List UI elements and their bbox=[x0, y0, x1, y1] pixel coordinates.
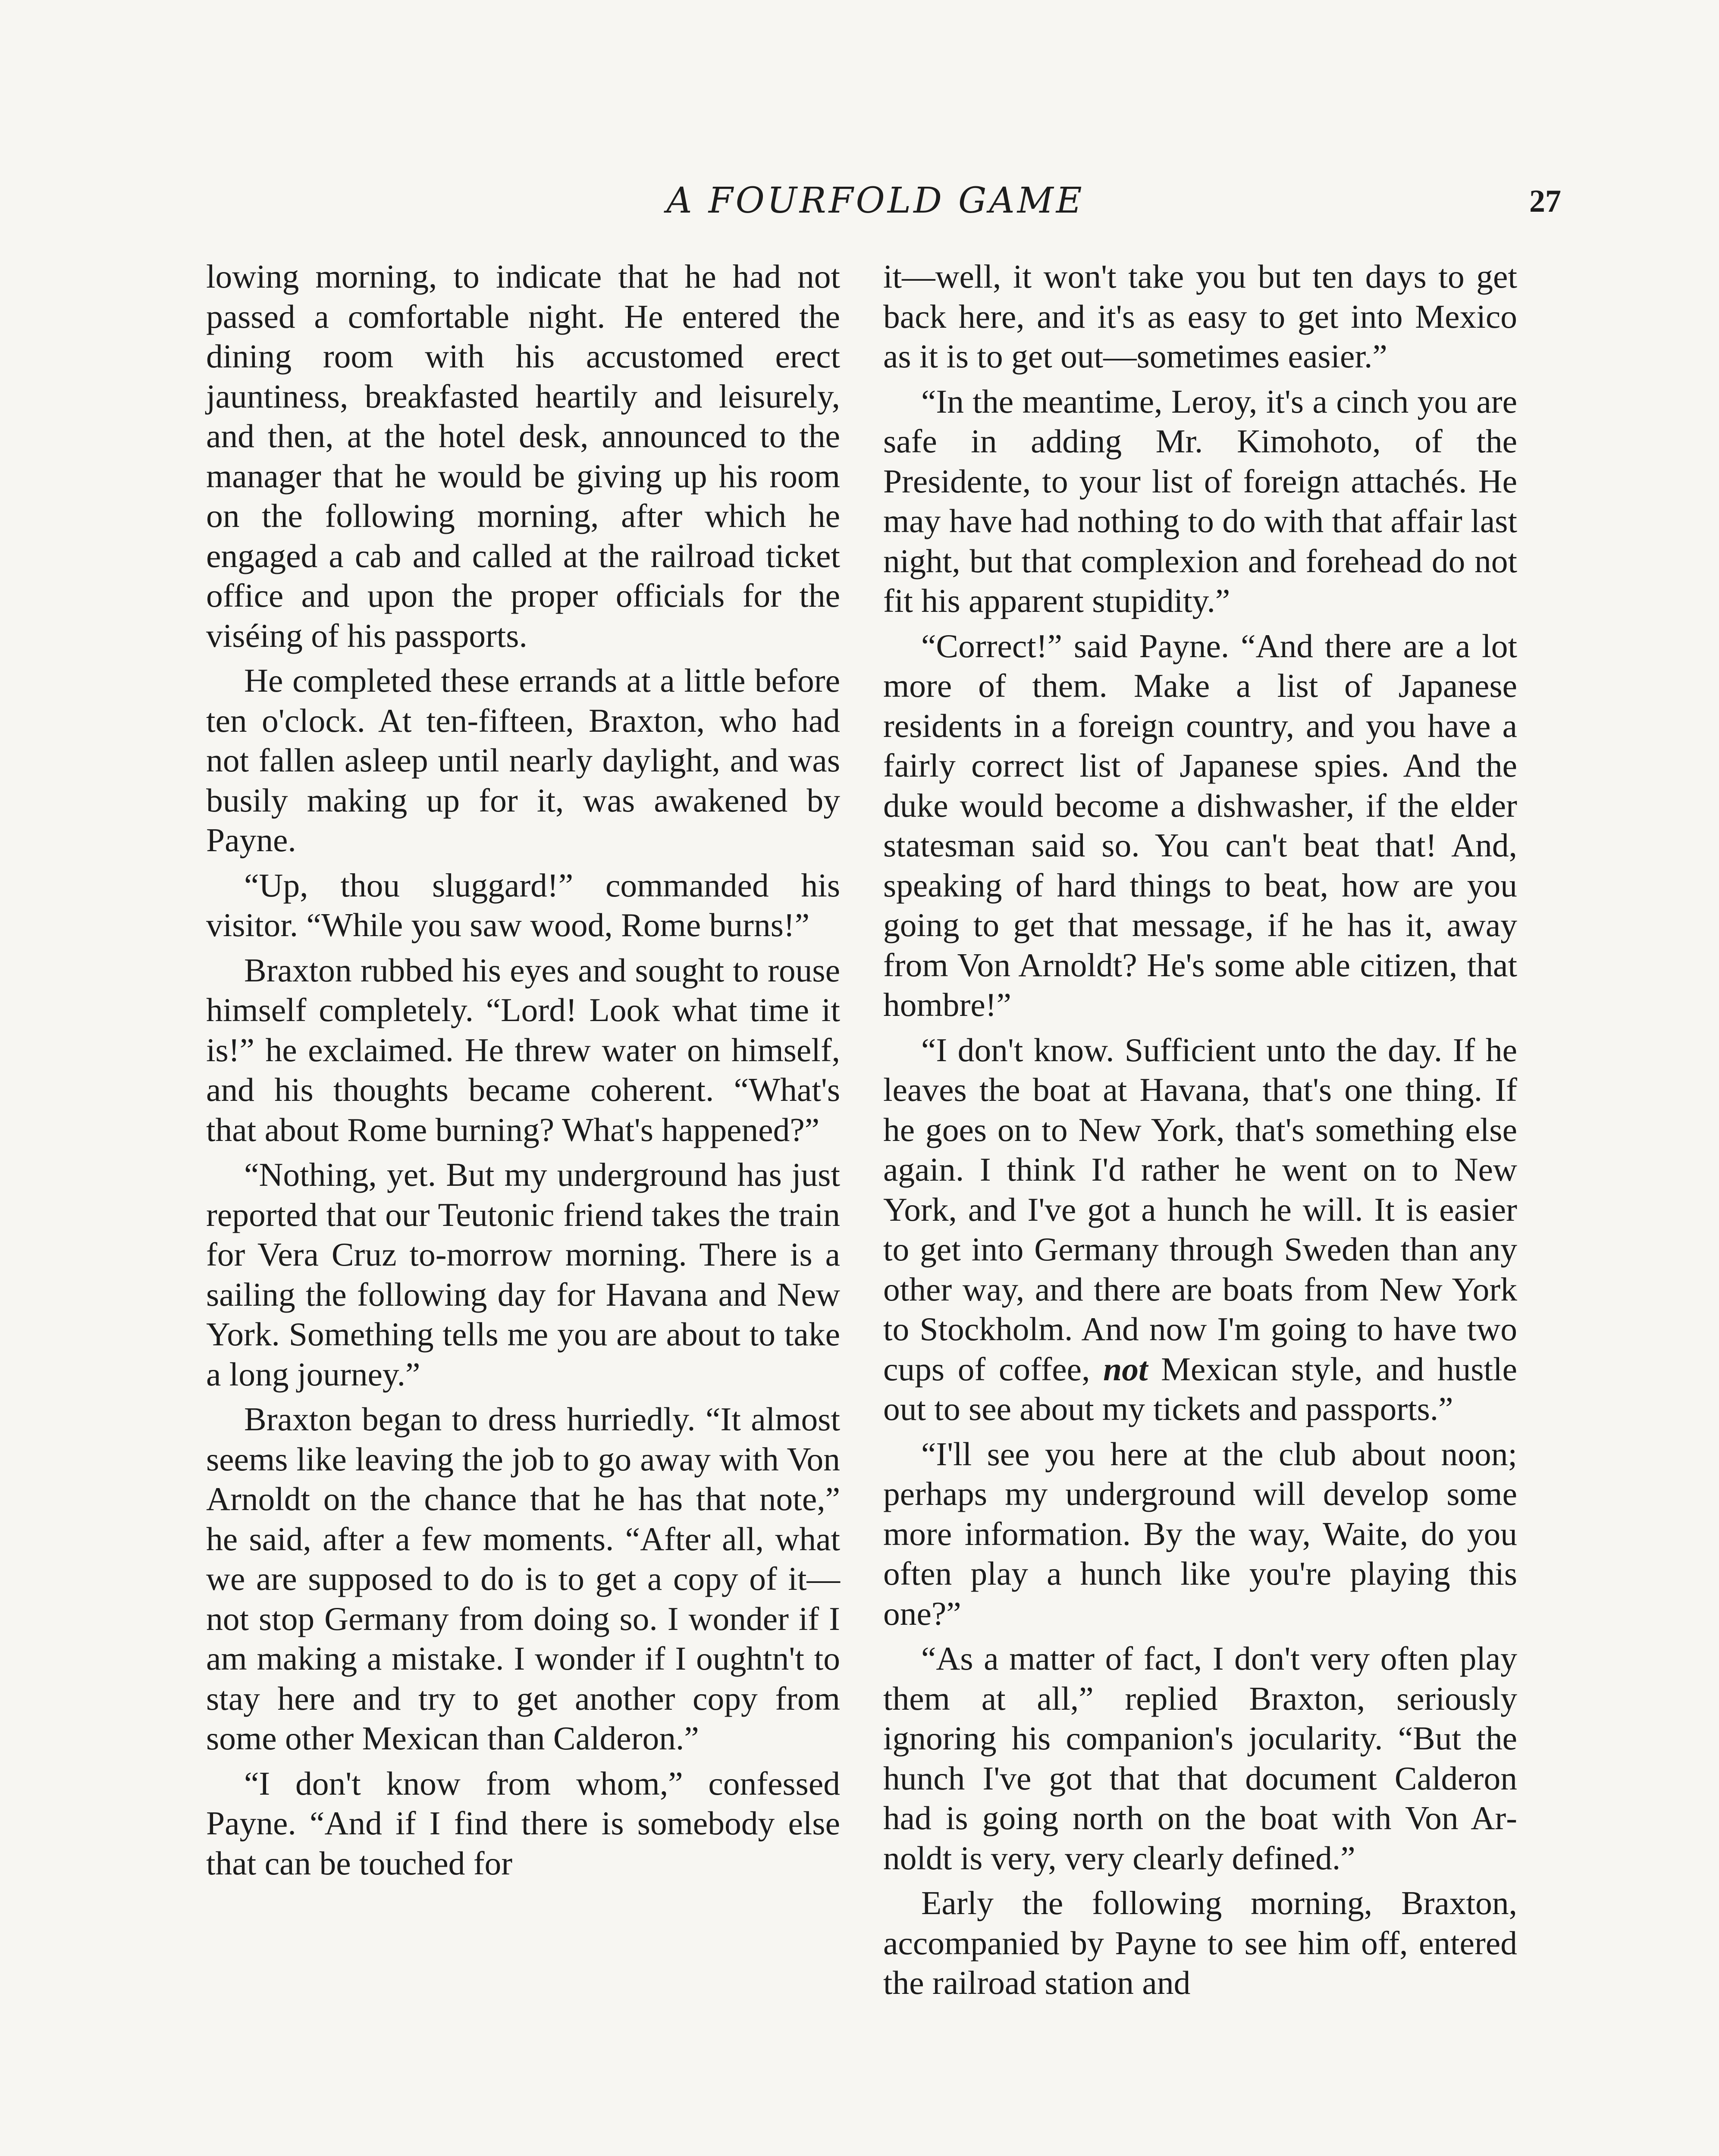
running-title: A FOURFOLD GAME bbox=[666, 180, 1085, 221]
paragraph: He completed these errands at a little before ten o'clock. At ten-fifteen, Braxton, who had not fallen asleep until nearly daylight, and was busily making up for it, was awakened by Payne. bbox=[206, 662, 840, 859]
emphasis-text: not bbox=[1103, 1350, 1148, 1388]
paragraph: lowing morning, to indicate that he had not passed a comfortable night. He entered the dining room with his accustomed erect jauntiness, breakfasted heartily and leisurely, and then, at the hotel desk, announced to the manager that he would be giving up his room on the following morning, after which he engaged a cab and called at the railroad ticket office and upon the proper officials for the viséing of his passports. bbox=[206, 258, 840, 654]
paragraph bbox=[883, 1030, 1517, 1429]
paragraph: Early the following morning, Braxton, accompanied by Payne to see him off, entered the railroad station and bbox=[883, 1884, 1517, 2001]
paragraph: Braxton began to dress hurriedly. “It almost seems like leaving the job to go away with Von Arnoldt on the chance that he has that note,” he said, after a few moments. “After all, what we are supposed to do is to get a copy of it—not stop Germany from doing so. I wonder if I am making a mistake. I wonder if I oughtn't to stay here and try to get another copy from some other Mexican than Calderon.” bbox=[206, 1401, 840, 1757]
right-column bbox=[883, 257, 1517, 2003]
paragraph: “I don't know from whom,” confessed Payne. “And if I find there is somebody else that can be touched for bbox=[206, 1764, 840, 1882]
paragraph-text: “I don't know. Sufficient unto the day. If he leaves the boat at Havana, that's one thing. If he goes on to New York, that's something else again. I think I'd rather he went on to New York, and I've got a hunch he will. It is easier to get into Germany through Sweden than any other way, and there are boats from New York to Stockholm. And now I'm going to have two cups of coffee, bbox=[883, 1031, 1517, 1388]
page-number: 27 bbox=[1529, 184, 1561, 219]
paragraph: “I'll see you here at the club about noon; perhaps my underground will develop some more information. By the way, Waite, do you often play a hunch like you're playing this one?” bbox=[883, 1435, 1517, 1632]
paragraph: “As a matter of fact, I don't very often play them at all,” replied Braxton, seriously ignoring his companion's jocularity. “But the hunch I've got that that document Calderon had is going north on the boat with Von Arnoldt is very, very clearly defined.” bbox=[883, 1640, 1517, 1877]
paragraph: “Up, thou sluggard!” commanded his visitor. “While you saw wood, Rome burns!” bbox=[206, 866, 840, 943]
paragraph: “In the meantime, Leroy, it's a cinch you are safe in adding Mr. Kimohoto, of the Presidente, to your list of foreign attachés. He may have had nothing to do with that affair last night, but that complexion and forehead do not fit his apparent stupidity.” bbox=[883, 382, 1517, 619]
paragraph: Braxton rubbed his eyes and sought to rouse himself completely. “Lord! Look what time it is!” he exclaimed. He threw water on himself, and his thoughts became coherent. “What's that about Rome burning? What's happened?” bbox=[206, 951, 840, 1148]
paragraph-text: Mexican style, and hustle out to see about my tickets and passports.” bbox=[883, 1350, 1518, 1427]
left-column bbox=[206, 257, 840, 1883]
paragraph: “Correct!” said Payne. “And there are a lot more of them. Make a list of Japanese residents in a foreign country, and you have a fairly correct list of Japanese spies. And the duke would become a dishwasher, if the elder statesman said so. You can't beat that! And, speaking of hard things to beat, how are you going to get that message, if he has it, away from Von Arnoldt? He's some able citizen, that hombre!” bbox=[883, 627, 1517, 1023]
paragraph: “Nothing, yet. But my underground has just reported that our Teutonic friend takes the train for Vera Cruz to-morrow morning. There is a sailing the following day for Havana and New York. Something tells me you are about to take a long journey.” bbox=[206, 1156, 840, 1393]
paragraph: it—well, it won't take you but ten days to get back here, and it's as easy to get into Mexico as it is to get out—sometimes easier.” bbox=[883, 258, 1517, 375]
